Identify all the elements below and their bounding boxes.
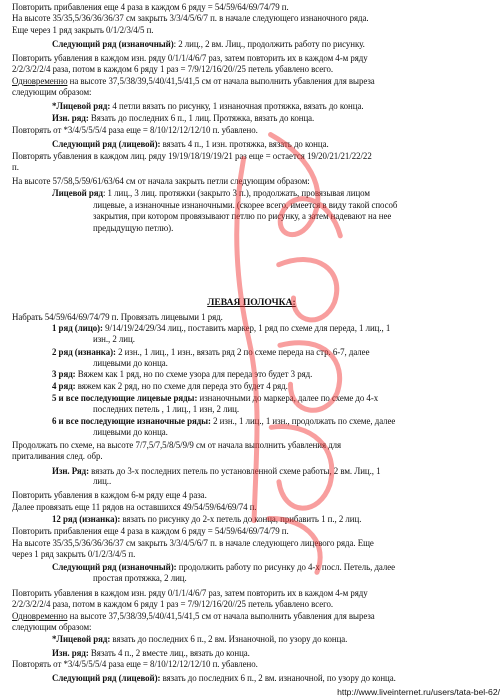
bold-label: 5 и все последующие лицевые ряды: [52, 393, 198, 403]
line-text: Повторить убавления в каждом 6-м ряду еще 4 раза. [12, 490, 207, 500]
text-line [93, 404, 239, 415]
text-line [52, 101, 364, 112]
line-text: : 2 лиц., 2 вм. Лиц., продолжить работу по рисунку. [173, 39, 365, 49]
text-line [12, 125, 258, 136]
source-url: http://www.liveinternet.ru/users/tata-bel-62/ [337, 687, 500, 697]
text-line [12, 2, 289, 13]
line-text: На высоте 35/35,5/36/36/36/37 см закрыть 3/3/4/5/6/7 п. в начале следующего изнаночного ряда. [12, 13, 369, 23]
text-line [93, 573, 187, 584]
line-text: вязать по рисунку до 2-х петель до конца, прибавить 1 п., 2 лиц. [120, 514, 362, 524]
line-text: Продолжать по схеме, на высоте 7/7,5/7,5/8/5/9/9 см от начала выполнить убавления для [12, 440, 342, 450]
line-text: Еще через 1 ряд закрыть 0/1/2/3/4/5 п. [12, 25, 154, 35]
line-text: Повторять от *3/4/5/5/5/4 раза еще = 8/10/12/12/12/10 п. убавлено. [12, 125, 258, 135]
bold-label: 1 ряд (лицо): [52, 323, 103, 333]
text-line [52, 634, 347, 645]
line-text: Далее провязать еще 11 рядов на оставшихся 49/54/59/64/69/74 п. [12, 502, 257, 512]
text-line [12, 622, 91, 633]
line-text: вязать 4 п., 1 изн. протяжка, вязать до конца. [160, 139, 329, 149]
line-text: на высоте 37,5/38/39,5/40/41,5/41,5 см от начала выполнить убавления для выреза [67, 611, 375, 621]
text-line [93, 358, 168, 369]
line-text: изн., 2 лиц. [93, 334, 135, 344]
text-line [52, 562, 395, 573]
text-line [93, 200, 397, 211]
text-line [52, 381, 288, 392]
line-text: вязать до 3-х последних петель по установленной схеме работы, 2 вм. Лиц., 1 [89, 466, 381, 476]
line-text: Вязать до последних 6 п., 1 лиц. Протяжка, вязать до конца. [88, 113, 315, 123]
line-text: вязать до последних 6 п., 2 вм. изнаночной, по узору до конца. [160, 673, 396, 683]
text-line [12, 588, 368, 599]
text-line [12, 162, 19, 173]
line-text: Набрать 54/59/64/69/74/79 п. Провязать лицевыми 1 ряд. [12, 312, 223, 322]
line-text: На высоте 57/58,5/59/61/63/64 см от начала закрыть петли следующим образом: [12, 176, 310, 186]
line-text: 4 петли вязать по рисунку, 1 изнаночная протяжка, вязать до конца. [110, 101, 364, 111]
line-text: лицевыми до конца. [93, 358, 168, 368]
bold-label: 12 ряд (изнанка): [52, 514, 121, 524]
text-line [12, 87, 91, 98]
text-line [12, 526, 289, 537]
text-line [12, 53, 368, 64]
line-text: Вязать 4 п., 2 вместе лиц., вязать до конца. [88, 648, 250, 658]
text-line [52, 113, 314, 124]
bold-label: Следующий ряд (лицевой): [52, 139, 161, 149]
line-text: 9/14/19/24/29/34 лиц., поставить маркер, 1 ряд по схеме для переда, 1 лиц., 1 [102, 323, 391, 333]
text-line [12, 25, 153, 36]
line-text: на высоте 37,5/38/39,5/40/41,5/41,5 см от начала выполнить убавления для выреза [67, 76, 375, 86]
bold-label: Изн. Ряд: [52, 466, 90, 476]
bold-label: Следующий ряд (лицевой): [52, 673, 161, 683]
text-line [12, 502, 257, 513]
text-line [12, 451, 103, 462]
line-text: Повторить прибавления еще 4 раза в каждом 6 ряду = 54/59/64/69/74/79 п. [12, 526, 289, 536]
text-line [12, 599, 333, 610]
line-text: вязать до последних 6 п., 2 вм. Изнаночной, по узору до конца. [110, 634, 348, 644]
text-line [12, 312, 223, 323]
text-line [12, 538, 374, 549]
text-line [12, 611, 375, 622]
bold-label: 2 ряд (изнанка): [52, 347, 116, 357]
line-text: 2 изн., 1 лиц., 1 изн., вязать ряд 2 по схеме переда на стр. 6-7, далее [115, 347, 370, 357]
text-line [12, 549, 135, 560]
underlined-label: Одновременно [12, 611, 68, 621]
line-text: п. [12, 162, 19, 172]
text-line [52, 514, 361, 525]
line-text: последних петель , 1 лиц., 1 изн, 2 лиц. [93, 404, 240, 414]
line-text: Повторять от *3/4/5/5/5/4 раза еще = 8/10/12/12/12/10 п. убавлено. [12, 659, 258, 669]
text-line [52, 648, 250, 659]
bold-label: Изн. ряд: [52, 648, 89, 658]
bold-label: 6 и все последующие изнаночные ряды: [52, 416, 211, 426]
text-line [12, 64, 333, 75]
line-text: следующим образом: [12, 622, 92, 632]
line-text: 2/2/3/2/2/4 раза, потом в каждом 6 ряду 1 раз = 7/9/12/16/20//25 петель убавлено всего. [12, 64, 334, 74]
line-text: лицевыми до конца. [93, 427, 168, 437]
text-line [52, 673, 396, 684]
text-line [93, 334, 135, 345]
line-text: закрытия, при котором провязывают петлю по рисунку, а затем надевают на нее [93, 211, 392, 221]
section-heading: ЛЕВАЯ ПОЛОЧКА: [207, 297, 296, 308]
text-line [93, 476, 111, 487]
bold-label: *Лицевой ряд: [52, 101, 111, 111]
line-text: следующим образом: [12, 87, 92, 97]
line-text: Повторить убавления в каждом изн. ряду 0/1/1/4/6/7 раз, затем повторить их в каждом 4-м ряду [12, 588, 368, 598]
line-text: Повторить убавления в каждом изн. ряду 0/1/1/4/6/7 раз, затем повторить их в каждом 4-м ряду [12, 53, 368, 63]
bold-label: Лицевой ряд [52, 188, 103, 198]
line-text: приталивания след. обр. [12, 451, 103, 461]
bold-label: 3 ряд: [52, 369, 76, 379]
line-text: Вяжем как 1 ряд, но по схеме узора для переда это будет 3 ряд. [75, 369, 313, 379]
text-line [93, 211, 391, 222]
line-text: вяжем как 2 ряд, но по схеме для переда это будет 4 ряд. [75, 381, 288, 391]
line-text: 2 изн., 1 лиц., 1 изн., продолжать по схеме, далее [210, 416, 396, 426]
text-line [52, 188, 370, 199]
line-text: продолжить работу по рисунку до 4-х посл. Петель, далее [176, 562, 396, 572]
text-line [12, 176, 310, 187]
text-line [12, 490, 207, 501]
text-line [12, 13, 369, 24]
text-line [52, 323, 390, 334]
line-text: лиц.. [93, 476, 112, 486]
text-line [12, 659, 258, 670]
line-text: через 1 ряд закрыть 0/1/2/3/4/5 п. [12, 549, 136, 559]
bold-label: Изн. ряд: [52, 113, 89, 123]
text-line [93, 223, 173, 234]
text-line [12, 76, 375, 87]
text-line [52, 347, 369, 358]
text-line [52, 416, 395, 427]
bold-label: Следующий ряд (изнаночный) [52, 39, 174, 49]
line-text: лицевые, а изнаночные изнаночными. (скорее всего, имеется в виду такой способ [93, 200, 398, 210]
text-line [52, 393, 378, 404]
line-text: 2/2/3/2/2/4 раза, потом в каждом 6 ряду 1 раз = 7/9/12/16/20//25 петель убавлено всего. [12, 599, 334, 609]
text-line [52, 139, 329, 150]
line-text: предыдущую петлю). [93, 223, 174, 233]
line-text: На высоте 35/35,5/36/36/36/37 см закрыть 3/3/4/5/6/7 п. в начале следующего лицевого ряда. Еще [12, 538, 374, 548]
line-text: изнаночными до маркера, далее по схеме до 4-х [197, 393, 379, 403]
text-line [12, 151, 372, 162]
line-text: Повторять убавления в каждом лиц. ряду 19/19/18/19/19/21 раз еще = остается 19/20/21/21/22/22 [12, 151, 372, 161]
text-line [52, 39, 365, 50]
text-line [12, 440, 341, 451]
underlined-label: Одновременно [12, 76, 68, 86]
bold-label: 4 ряд: [52, 381, 76, 391]
line-text: Повторить прибавления еще 4 раза в каждом 6 ряду = 54/59/64/69/74/79 п. [12, 2, 289, 12]
bold-label: Следующий ряд (изнаночный): [52, 562, 177, 572]
text-line [52, 369, 312, 380]
text-line [93, 427, 168, 438]
bold-label: *Лицевой ряд: [52, 634, 111, 644]
line-text: простая протяжка, 2 лиц. [93, 573, 187, 583]
line-text: : 1 лиц., 3 лиц. протяжки (закрыто 3 п.), продолжать, провязывая лицом [102, 188, 370, 198]
